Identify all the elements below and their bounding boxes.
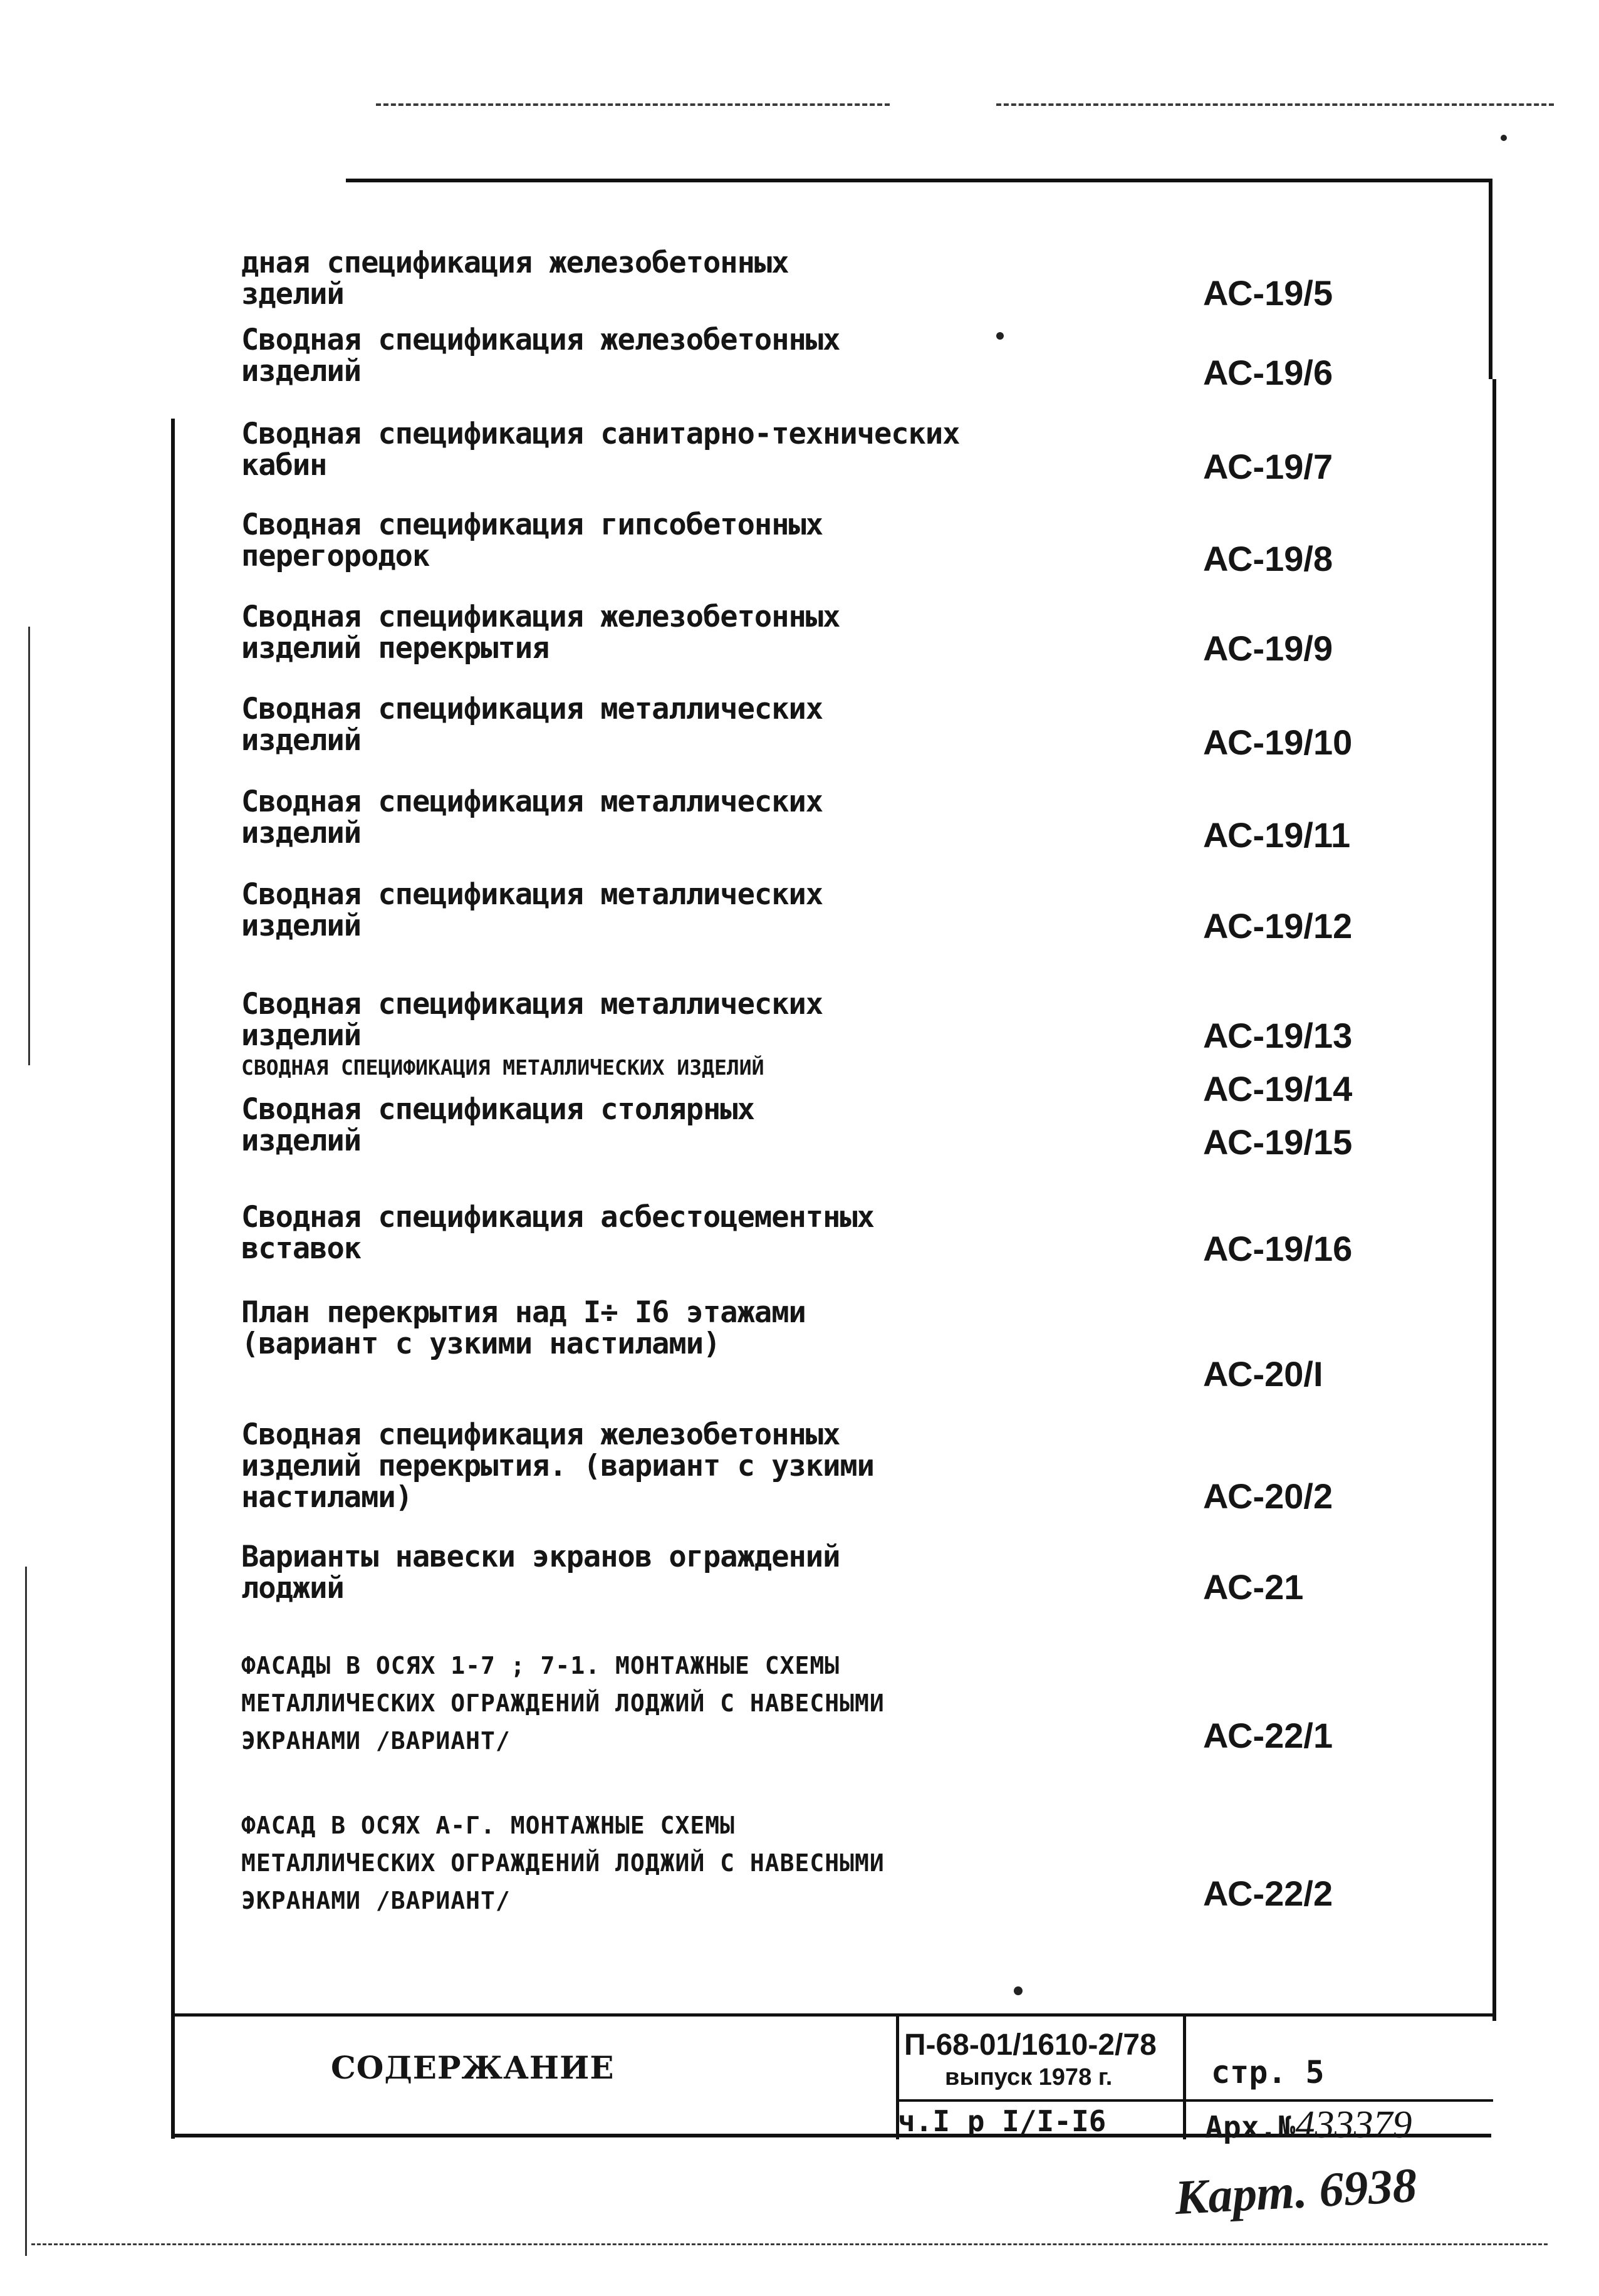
entry-title: Сводная спецификация металлических изделий — [241, 785, 823, 850]
entry-title: СВОДНАЯ СПЕЦИФИКАЦИЯ МЕТАЛЛИЧЕСКИХ ИЗДЕЛИЙ — [241, 1055, 764, 1080]
contents-entry — [241, 694, 1056, 756]
stamp-document-code: П-68-01/1610-2/78 — [904, 2028, 1157, 2062]
title-block-stamp — [171, 2013, 1492, 2146]
entry-sheet-code: АС-21 — [1203, 1567, 1304, 1607]
entry-sheet-code: АС-19/5 — [1203, 273, 1333, 313]
contents-entry — [241, 1094, 1056, 1157]
entry-sheet-code: АС-20/2 — [1203, 1476, 1333, 1516]
entry-title: Сводная спецификация железобетонных изделий перекрытия. (вариант с узкими настилами) — [241, 1417, 874, 1515]
contents-entry — [241, 602, 1056, 664]
entry-sheet-code: АС-20/I — [1203, 1354, 1323, 1394]
entry-title: ФАСАД В ОСЯХ А-Г. МОНТАЖНЫЕ СХЕМЫ МЕТАЛЛИЧЕСКИХ ОГРАЖДЕНИЙ ЛОДЖИЙ С НАВЕСНЫМИ ЭКРАНАМИ /ВАРИАНТ/ — [241, 1812, 885, 1914]
stamp-archive — [1205, 2103, 1412, 2147]
bottom-dashed-rule — [31, 2243, 1548, 2245]
stamp-divider-2 — [1183, 2017, 1186, 2139]
scan-speck — [996, 332, 1004, 340]
entry-title: Сводная спецификация металлических изделий — [241, 877, 823, 943]
entry-sheet-code: АС-22/1 — [1203, 1716, 1333, 1755]
entry-sheet-code: АС-19/6 — [1203, 353, 1333, 392]
entry-title: Сводная спецификация железобетонных изделий перекрытия — [241, 600, 840, 665]
stamp-issue: выпуск 1978 г. — [945, 2064, 1113, 2090]
contents-entry — [241, 419, 1056, 481]
contents-entry — [241, 989, 1056, 1051]
contents-entry — [241, 325, 1056, 387]
contents-entry — [241, 1057, 1056, 1079]
entry-sheet-code: АС-19/15 — [1203, 1122, 1353, 1162]
contents-entry — [241, 509, 1056, 572]
entry-sheet-code: АС-19/9 — [1203, 629, 1333, 668]
stamp-archive-label: Арх.№ — [1205, 2110, 1296, 2145]
handwritten-card-number: Карт. 6938 — [1173, 2157, 1419, 2225]
contents-entry — [241, 1297, 1056, 1360]
scan-speck — [1014, 1986, 1023, 1995]
entry-title: Сводная спецификация металлических изделий — [241, 692, 823, 758]
entry-title: Сводная спецификация столярных изделий — [241, 1092, 754, 1158]
entry-sheet-code: АС-19/16 — [1203, 1229, 1353, 1268]
entry-title: План перекрытия над I÷ I6 этажами (вариант с узкими настилами) — [241, 1295, 806, 1361]
contents-entry — [241, 879, 1056, 942]
entry-title: Варианты навески экранов ограждений лоджий — [241, 1540, 840, 1605]
entry-sheet-code: АС-19/11 — [1203, 815, 1351, 855]
entry-sheet-code: АС-19/10 — [1203, 723, 1353, 762]
entry-sheet-code: АС-19/13 — [1203, 1016, 1353, 1055]
entry-sheet-code: АС-19/14 — [1203, 1069, 1353, 1109]
contents-entry — [241, 786, 1056, 849]
entry-sheet-code: АС-19/12 — [1203, 906, 1353, 946]
entry-sheet-code: АС-22/2 — [1203, 1874, 1333, 1913]
stamp-title: СОДЕРЖАНИЕ — [331, 2049, 615, 2086]
contents-entry — [241, 1419, 1056, 1513]
entry-title: Сводная спецификация железобетонных изделий — [241, 323, 840, 389]
entry-sheet-code: АС-19/8 — [1203, 539, 1333, 578]
stamp-row-divider — [898, 2099, 1493, 2102]
entry-title: Сводная спецификация асбестоцементных вставок — [241, 1200, 874, 1266]
entry-title: дная спецификация железобетонных зделий — [241, 246, 789, 311]
entry-title: Сводная спецификация гипсобетонных перегородок — [241, 508, 823, 573]
contents-entry — [241, 1542, 1056, 1604]
entry-title: ФАСАДЫ В ОСЯХ 1-7 ; 7-1. МОНТАЖНЫЕ СХЕМЫ МЕТАЛЛИЧЕСКИХ ОГРАЖДЕНИЙ ЛОДЖИЙ С НАВЕСНЫМИ ЭКРАНАМИ /ВАРИАНТ/ — [241, 1652, 885, 1755]
stamp-page-number: стр. 5 — [1211, 2054, 1325, 2090]
stamp-archive-number: 433379 — [1295, 2104, 1412, 2146]
contents-entry — [241, 248, 1056, 310]
entry-sheet-code: АС-19/7 — [1203, 447, 1333, 486]
scan-speck — [1501, 135, 1507, 141]
contents-entry — [241, 1202, 1056, 1265]
entry-title: Сводная спецификация металлических изделий — [241, 987, 823, 1053]
contents-entry — [241, 1647, 1106, 1760]
stamp-part: ч.I р I/I-I6 — [898, 2104, 1107, 2138]
contents-entry — [241, 1807, 1106, 1919]
entry-title: Сводная спецификация санитарно-технических кабин — [241, 417, 960, 483]
